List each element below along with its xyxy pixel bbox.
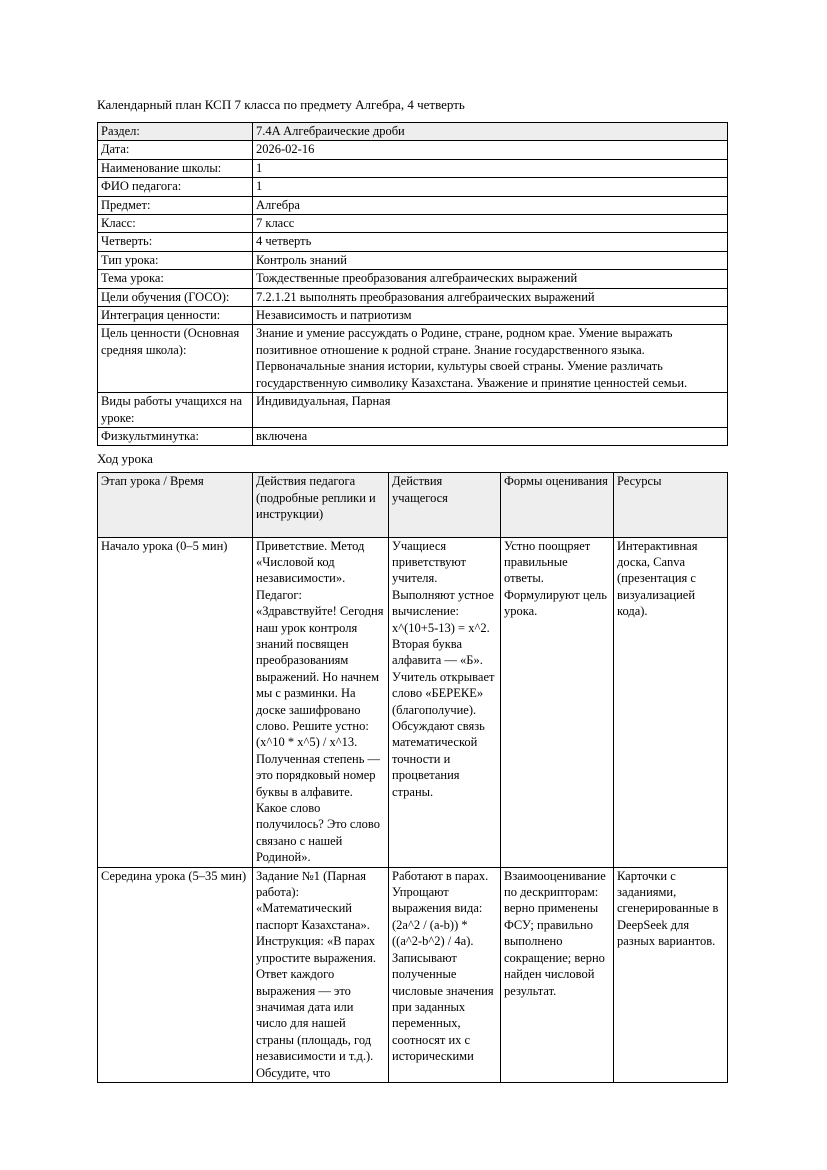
info-value: Индивидуальная, Парная (253, 393, 728, 428)
cell-stage: Начало урока (0–5 мин) (98, 537, 253, 867)
info-value: 7.2.1.21 выполнять преобразования алгебраических выражений (253, 288, 728, 306)
cell-stage: Середина урока (5–35 мин) (98, 867, 253, 1082)
info-label: Виды работы учащихся на уроке: (98, 393, 253, 428)
document-title: Календарный план КСП 7 класса по предмету Алгебра, 4 четверть (97, 97, 465, 112)
info-label: ФИО педагога: (98, 178, 253, 196)
info-row-values-integration (98, 307, 728, 325)
cell-assessment: Устно поощряет правильные ответы. Формулируют цель урока. (501, 537, 614, 867)
info-label: Дата: (98, 141, 253, 159)
info-value: Контроль знаний (253, 251, 728, 269)
header-student-actions: Действия учащегося (389, 473, 501, 537)
info-label: Тема урока: (98, 270, 253, 288)
info-row-lesson-type (98, 251, 728, 269)
info-row-physical-minute (98, 427, 728, 445)
info-value: 7.4A Алгебраические дроби (253, 123, 728, 141)
info-value: Независимость и патриотизм (253, 307, 728, 325)
info-value: 4 четверть (253, 233, 728, 251)
info-value: Тождественные преобразования алгебраических выражений (253, 270, 728, 288)
info-row-goals (98, 288, 728, 306)
info-label: Цели обучения (ГОСО): (98, 288, 253, 306)
header-resources: Ресурсы (614, 473, 728, 537)
info-label: Четверть: (98, 233, 253, 251)
cell-resources: Интерактивная доска, Canva (презентация с визуализацией кода). (614, 537, 728, 867)
info-row-data (98, 141, 728, 159)
info-row-subject (98, 196, 728, 214)
info-value: 1 (253, 178, 728, 196)
info-value: Знание и умение рассуждать о Родине, стране, родном крае. Умение выражать позитивное отношение к родной стране. Знание государственного языка. Первоначальные знания истории, культуры своей страны. Умение различать государственную символику Казахстана. Уважение и принятие ценностей семьи. (253, 325, 728, 393)
header-assessment-forms: Формы оценивания (501, 473, 614, 537)
lesson-info-table (97, 122, 728, 446)
cell-resources: Карточки с заданиями, сгенерированные в DeepSeek для разных вариантов. (614, 867, 728, 1082)
info-label: Физкультминутка: (98, 427, 253, 445)
info-row-values-goal (98, 325, 728, 393)
lesson-row-start (98, 537, 728, 867)
info-row-teacher-name (98, 178, 728, 196)
info-value: 1 (253, 159, 728, 177)
header-stage: Этап урока / Время (98, 473, 253, 537)
info-label: Раздел: (98, 123, 253, 141)
info-value: включена (253, 427, 728, 445)
info-row-work-types (98, 393, 728, 428)
cell-student-actions: Учащиеся приветствуют учителя. Выполняют устное вычисление: x^(10+5-13) = x^2. Вторая буква алфавита — «Б». Учитель открывает слово «БЕРЕКЕ» (благополучие). Обсуждают связь математической точности и процветания страны. (389, 537, 501, 867)
info-value: Алгебра (253, 196, 728, 214)
info-value: 7 класс (253, 215, 728, 233)
cell-student-actions: Работают в парах. Упрощают выражения вида: (2a^2 / (a-b)) * ((a^2-b^2) / 4a). Записывают полученные числовые значения при заданных переменных, соотносят их с историческими (389, 867, 501, 1082)
header-teacher-actions: Действия педагога (подробные реплики и инструкции) (253, 473, 389, 537)
info-label: Интеграция ценности: (98, 307, 253, 325)
document-page (97, 97, 727, 1083)
info-label: Цель ценности (Основная средняя школа): (98, 325, 253, 393)
lesson-plan-table (97, 472, 728, 1083)
info-label: Наименование школы: (98, 159, 253, 177)
section-heading: Ход урока (97, 451, 153, 467)
cell-teacher-actions: Задание №1 (Парная работа): «Математический паспорт Казахстана». Инструкция: «В парах упростите выражения. Ответ каждого выражения — это значимая дата или число для нашей страны (площадь, год независимости и т.д.). Обсудите, что (253, 867, 389, 1082)
info-label: Предмет: (98, 196, 253, 214)
info-label: Тип урока: (98, 251, 253, 269)
lesson-row-middle (98, 867, 728, 1082)
lesson-table-header-row (98, 473, 728, 537)
info-row-class (98, 215, 728, 233)
cell-teacher-actions: Приветствие. Метод «Числовой код независимости». Педагог: «Здравствуйте! Сегодня наш урок контроля знаний посвящен преобразованиям выражений. Но начнем мы с разминки. На доске зашифровано слово. Решите устно: (x^10 * x^5) / x^13. Полученная степень — это порядковый номер буквы в алфавите. Какое слово получилось? Это слово связано с нашей Родиной». (253, 537, 389, 867)
info-row-lesson-topic (98, 270, 728, 288)
info-row-school (98, 159, 728, 177)
info-row-razdel (98, 123, 728, 141)
info-row-quarter (98, 233, 728, 251)
info-label: Класс: (98, 215, 253, 233)
info-value: 2026-02-16 (253, 141, 728, 159)
cell-assessment: Взаимооценивание по дескрипторам: верно применены ФСУ; правильно выполнено сокращение; верно найден числовой результат. (501, 867, 614, 1082)
